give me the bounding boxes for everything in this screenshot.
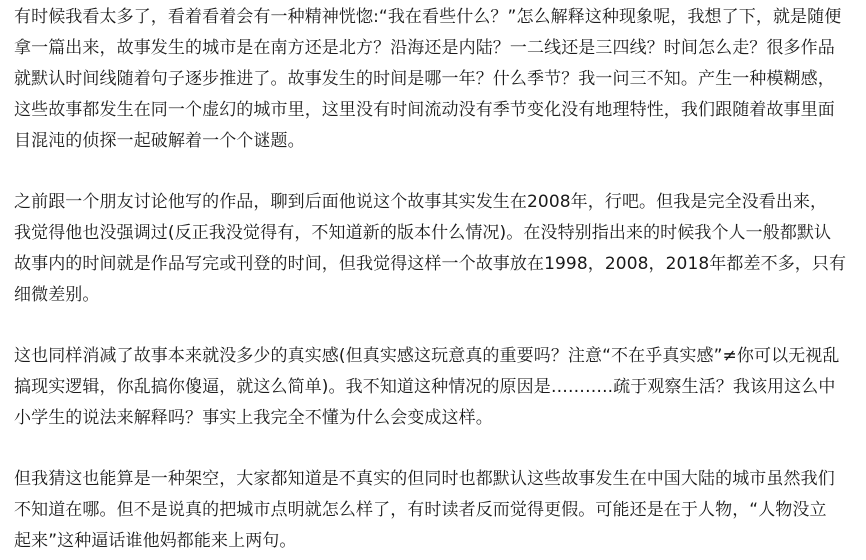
text-line: 这也同样消减了故事本来就没多少的真实感(但真实感这玩意真的重要吗？注意“不在乎真实感”≠你可以无视乱	[14, 346, 840, 366]
text-line: 细微差别。	[14, 285, 100, 305]
text-line: 起来”这种逼话谁他妈都能来上两句。	[14, 531, 297, 551]
text-line: 这些故事都发生在同一个虚幻的城市里，这里没有时间流动没有季节变化没有地理特性，我们跟随着故事里面	[14, 100, 835, 120]
paragraph-4	[14, 464, 860, 557]
paragraph-1	[14, 2, 860, 157]
text-line: 但我猜这也能算是一种架空，大家都知道是不真实的但同时也都默认这些故事发生在中国大陆的城市虽然我们	[14, 469, 835, 489]
text-line: 之前跟一个朋友讨论他写的作品，聊到后面他说这个故事其实发生在2008年，行吧。但我是完全没看出来，	[14, 192, 828, 212]
text-line: 故事内的时间就是作品写完或刊登的时间，但我觉得这样一个故事放在1998，2008，2018年都差不多，只有	[14, 254, 847, 274]
text-line: 目混沌的侦探一起破解着一个个谜题。	[14, 131, 305, 151]
text-line: 拿一篇出来，故事发生的城市是在南方还是北方？沿海还是内陆？一二线还是三四线？时间怎么走？很多作品	[14, 38, 835, 58]
text-line: 搞现实逻辑，你乱搞你傻逼，就这么简单)。我不知道这种情况的原因是………..疏于观察生活？我该用这么中	[14, 377, 836, 397]
text-line: 不知道在哪。但不是说真的把城市点明就怎么样了，有时读者反而觉得更假。可能还是在于人物，“人物没立	[14, 500, 827, 520]
paragraph-gap	[14, 157, 860, 187]
text-line: 小学生的说法来解释吗？事实上我完全不懂为什么会变成这样。	[14, 408, 493, 428]
paragraph-3	[14, 341, 860, 434]
paragraph-gap	[14, 434, 860, 464]
paragraph-2	[14, 187, 860, 311]
article-body	[14, 2, 860, 557]
text-line: 就默认时间线随着句子逐步推进了。故事发生的时间是哪一年？什么季节？我一问三不知。产生一种模糊感，	[14, 69, 835, 89]
text-line: 有时候我看太多了，看着看着会有一种精神恍惚:“我在看些什么？”怎么解释这种现象呢，我想了下，就是随便	[14, 7, 842, 27]
paragraph-gap	[14, 311, 860, 341]
text-line: 我觉得他也没强调过(反正我没觉得有，不知道新的版本什么情况)。在没特别指出来的时候我个人一般都默认	[14, 223, 832, 243]
